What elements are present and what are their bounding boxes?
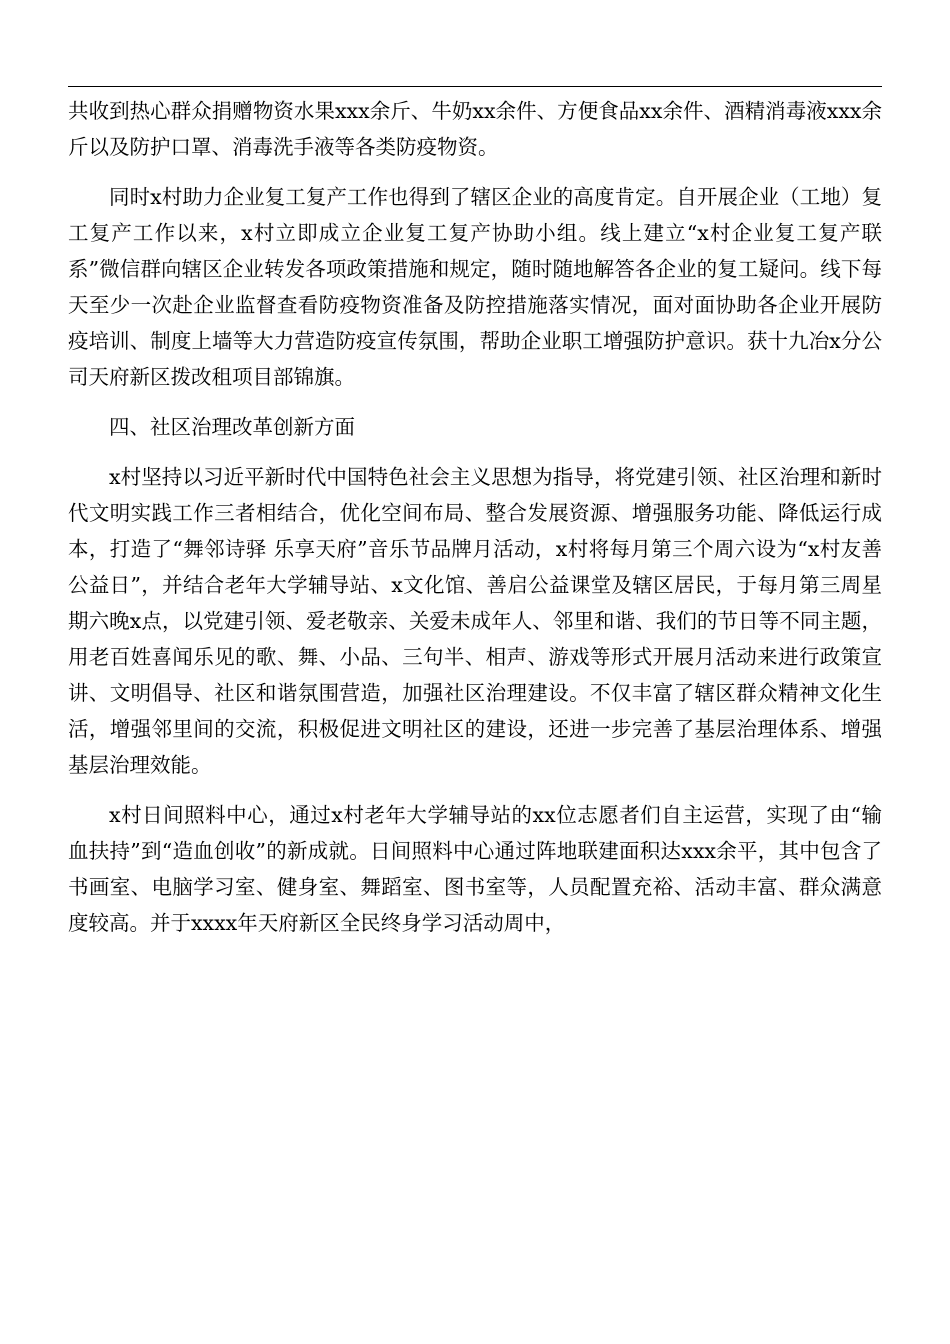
paragraph-enterprise-resumption: 同时x村助力企业复工复产工作也得到了辖区企业的高度肯定。自开展企业（工地）复工复产工作以来，x村立即成立企业复工复产协助小组。线上建立“x村企业复工复产联系”微信群向辖区企业转发各项政策措施和规定，随时随地解答各企业的复工疑问。线下每天至少一次赴企业监督查看防疫物资准备及防控措施落实情况，面对面协助各企业开展防疫培训、制度上墙等大力营造防疫宣传氛围，帮助企业职工增强防护意识。获十九冶x分公司天府新区拨改租项目部锦旗。: [68, 185, 882, 389]
header-rule: [68, 86, 882, 87]
paragraph-donations: 共收到热心群众捐赠物资水果xxx余斤、牛奶xx余件、方便食品xx余件、酒精消毒液xxx余斤以及防护口罩、消毒洗手液等各类防疫物资。: [68, 99, 882, 159]
section-heading-community-governance: 四、社区治理改革创新方面: [109, 415, 355, 439]
paragraph-day-care-center: x村日间照料中心，通过x村老年大学辅导站的xx位志愿者们自主运营，实现了由“输血扶持”到“造血创收”的新成就。日间照料中心通过阵地联建面积达xxx余平，其中包含了书画室、电脑学习室、健身室、舞蹈室、图书室等，人员配置充裕、活动丰富、群众满意度较高。并于xxxx年天府新区全民终身学习活动周中，: [68, 803, 882, 935]
paragraph-community-governance: x村坚持以习近平新时代中国特色社会主义思想为指导，将党建引领、社区治理和新时代文明实践工作三者相结合，优化空间布局、整合发展资源、增强服务功能、降低运行成本，打造了“舞邻诗驿 乐享天府”音乐节品牌月活动，x村将每月第三个周六设为“x村友善公益日”，并结合老年大学辅导站、x文化馆、善启公益课堂及辖区居民，于每月第三周星期六晚x点，以党建引领、爱老敬亲、关爱未成年人、邻里和谐、我们的节日等不同主题，用老百姓喜闻乐见的歌、舞、小品、三句半、相声、游戏等形式开展月活动来进行政策宣讲、文明倡导、社区和谐氛围营造，加强社区治理建设。不仅丰富了辖区群众精神文化生活，增强邻里间的交流，积极促进文明社区的建设，还进一步完善了基层治理体系、增强基层治理效能。: [68, 465, 882, 777]
document-body: [68, 93, 882, 955]
